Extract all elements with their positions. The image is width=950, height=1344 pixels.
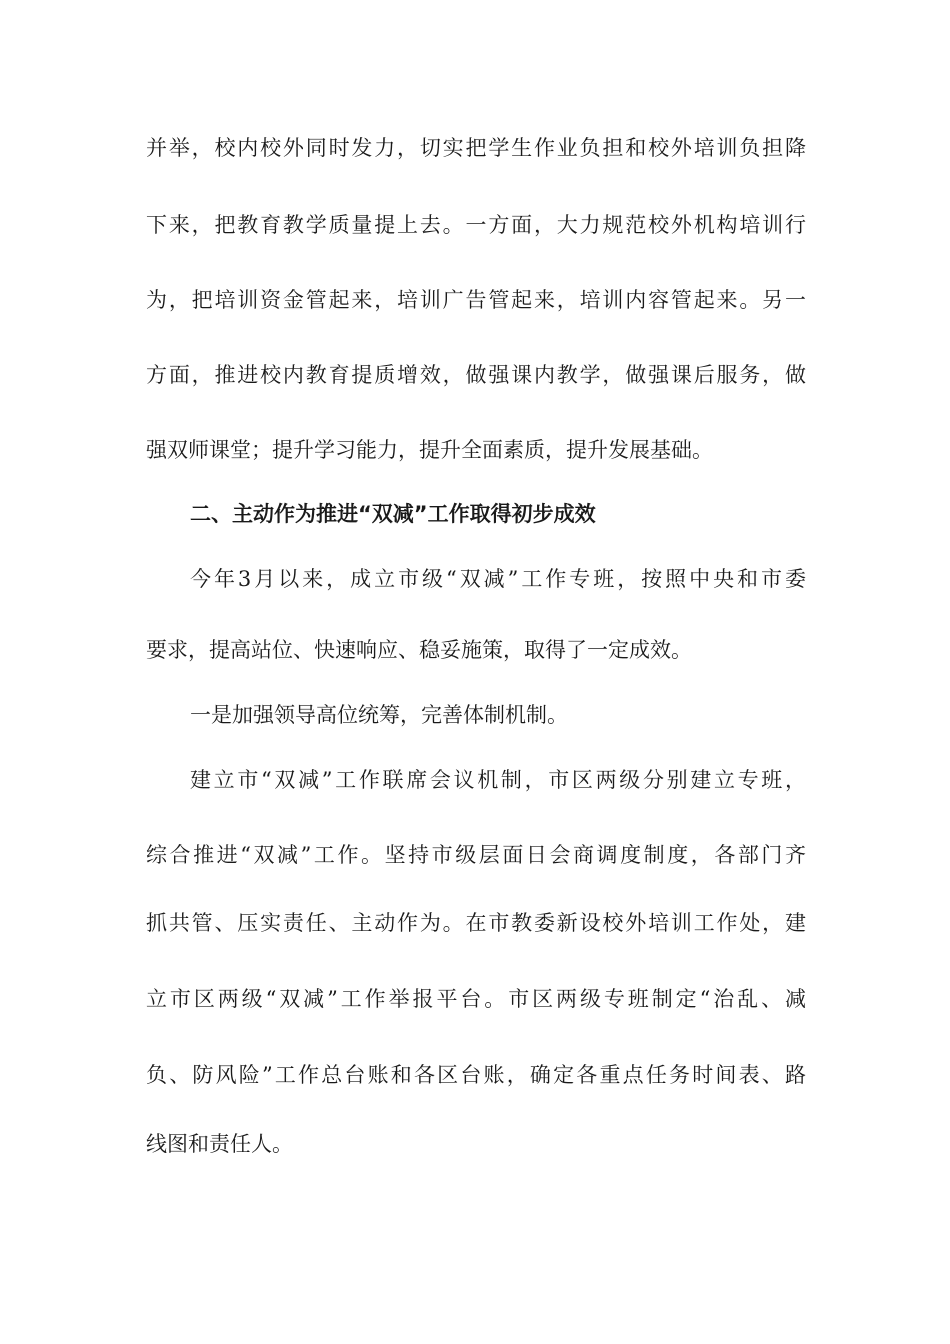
paragraph-2-line-1: 今年3月以来，成立市级“双减”工作专班，按照中央和市委 xyxy=(190,567,806,591)
paragraph-3-line-6: 线图和责任人。 xyxy=(146,1132,293,1156)
paragraph-1-line-4: 方面，推进校内教育提质增效，做强课内教学，做强课后服务，做 xyxy=(146,363,806,387)
paragraph-1-line-1: 并举，校内校外同时发力，切实把学生作业负担和校外培训负担降 xyxy=(146,136,806,160)
paragraph-3-line-4: 立市区两级“双减”工作举报平台。市区两级专班制定“治乱、减 xyxy=(146,987,806,1011)
subheading: 一是加强领导高位统筹，完善体制机制。 xyxy=(190,703,568,727)
paragraph-3-line-1: 建立市“双减”工作联席会议机制，市区两级分别建立专班， xyxy=(190,768,806,792)
paragraph-2-line-2: 要求，提高站位、快速响应、稳妥施策，取得了一定成效。 xyxy=(146,638,692,662)
paragraph-3-line-5: 负、防风险”工作总台账和各区台账，确定各重点任务时间表、路 xyxy=(146,1063,806,1087)
paragraph-3-line-3: 抓共管、压实责任、主动作为。在市教委新设校外培训工作处，建 xyxy=(146,911,806,935)
paragraph-1-line-3: 为，把培训资金管起来，培训广告管起来，培训内容管起来。另一 xyxy=(146,288,806,312)
paragraph-1-line-2: 下来，把教育教学质量提上去。一方面，大力规范校外机构培训行 xyxy=(146,213,806,237)
section-heading: 二、主动作为推进“双减”工作取得初步成效 xyxy=(190,502,596,526)
paragraph-3-line-2: 综合推进“双减”工作。坚持市级层面日会商调度制度，各部门齐 xyxy=(146,843,806,867)
paragraph-1-line-5: 强双师课堂；提升学习能力，提升全面素质，提升发展基础。 xyxy=(146,438,713,462)
